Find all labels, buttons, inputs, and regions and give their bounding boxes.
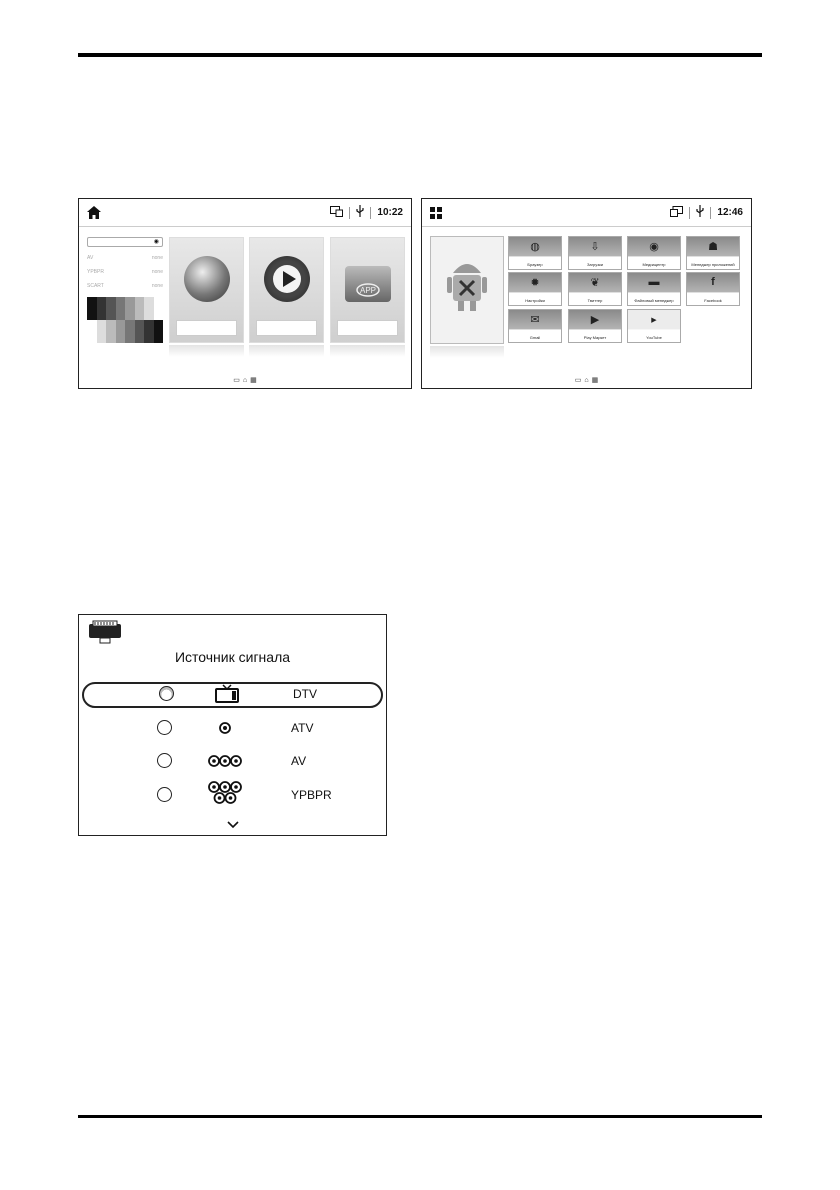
separator xyxy=(710,207,711,219)
nav-bar xyxy=(422,377,751,385)
gmail-icon: ✉ xyxy=(530,314,540,326)
separator xyxy=(689,207,690,219)
preview-grayscale-pattern xyxy=(87,297,163,343)
clock: 12:46 xyxy=(717,207,743,218)
facebook-app-tile[interactable]: f Facebook xyxy=(686,272,740,306)
source-option-ypbpr[interactable]: YPBPR xyxy=(79,783,386,809)
android-icon: ☗ xyxy=(708,241,718,253)
home-icon[interactable]: ⌂ xyxy=(242,377,248,384)
rca-jacks-icon xyxy=(208,754,242,772)
play-icon xyxy=(264,256,310,302)
bottom-rule xyxy=(78,1115,762,1118)
tv-icon xyxy=(215,684,239,708)
status-bar xyxy=(79,199,411,227)
apps-card[interactable] xyxy=(330,237,405,343)
dialog-title: Источник сигнала xyxy=(174,649,291,665)
folder-icon: ▬ xyxy=(648,276,660,288)
radio-button[interactable] xyxy=(157,720,172,735)
gear-icon: ✹ xyxy=(530,277,540,289)
source-option-atv[interactable]: ATV xyxy=(79,716,386,742)
separator xyxy=(349,207,350,219)
mediacenter-app-tile[interactable]: ◉ Медиацентр xyxy=(627,236,681,270)
home-screen-screenshot xyxy=(78,198,412,389)
browser-card[interactable] xyxy=(169,237,244,343)
apps-icon[interactable]: ▦ xyxy=(591,377,599,384)
facebook-icon: f xyxy=(711,276,715,288)
source-row[interactable]: YPBPR none xyxy=(87,269,163,275)
app-bag-icon xyxy=(345,266,391,302)
radio-button[interactable] xyxy=(157,787,172,802)
android-robot-icon xyxy=(431,237,503,337)
home-icon[interactable] xyxy=(87,206,101,224)
source-option-av[interactable]: AV xyxy=(79,749,386,775)
separator xyxy=(370,207,371,219)
tv-icon[interactable]: ▭ xyxy=(233,377,240,384)
media-card[interactable] xyxy=(249,237,324,343)
chevron-down-icon[interactable] xyxy=(227,816,239,834)
media-icon: ◉ xyxy=(649,241,659,253)
radio-button[interactable] xyxy=(157,753,172,768)
play-store-tile[interactable]: ▶ Play Маркет xyxy=(568,309,622,343)
source-icon[interactable] xyxy=(670,206,683,220)
top-rule xyxy=(78,53,762,57)
clock: 10:22 xyxy=(377,207,403,218)
android-settings-tile[interactable] xyxy=(430,236,504,344)
gmail-app-tile[interactable]: ✉ Gmail xyxy=(508,309,562,343)
download-icon: ⇩ xyxy=(590,241,600,253)
twitter-app-tile[interactable]: ❦ Твиттер xyxy=(568,272,622,306)
downloads-app-tile[interactable]: ⇩ Загрузки xyxy=(568,236,622,270)
component-jacks-icon xyxy=(208,781,242,809)
globe-icon: ◍ xyxy=(530,241,540,253)
source-icon[interactable] xyxy=(330,206,343,220)
source-row[interactable]: AV none xyxy=(87,255,163,261)
status-bar xyxy=(422,199,751,227)
settings-app-tile[interactable]: ✹ Настройки xyxy=(508,272,562,306)
file-manager-tile[interactable]: ▬ Файловый менеджер xyxy=(627,272,681,306)
globe-icon xyxy=(184,256,230,302)
input-source-icon xyxy=(88,620,122,651)
youtube-icon: ▶ xyxy=(651,317,657,324)
apps-icon[interactable]: ▦ xyxy=(250,377,257,384)
source-option-dtv[interactable]: DTV xyxy=(82,682,383,708)
apps-screen-screenshot xyxy=(421,198,752,389)
tv-icon[interactable]: ▭ xyxy=(574,377,582,384)
signal-source-dialog xyxy=(78,614,387,836)
source-row[interactable]: SCART none xyxy=(87,283,163,289)
source-sidebar xyxy=(87,237,163,289)
svg-text:APP: APP xyxy=(359,286,377,295)
search-input[interactable] xyxy=(87,237,163,247)
usb-icon xyxy=(696,205,704,220)
youtube-app-tile[interactable]: ▶ YouTube xyxy=(627,309,681,343)
home-icon[interactable]: ⌂ xyxy=(584,377,589,384)
app-manager-tile[interactable]: ☗ Менеджер приложений xyxy=(686,236,740,270)
twitter-icon: ❦ xyxy=(590,277,600,289)
browser-app-tile[interactable]: ◍ Браузер xyxy=(508,236,562,270)
antenna-jack-icon xyxy=(219,721,231,739)
apps-grid-icon[interactable] xyxy=(430,206,442,224)
search-icon: ◉ xyxy=(153,239,159,245)
nav-bar xyxy=(79,377,411,385)
usb-icon xyxy=(356,205,364,220)
play-store-icon: ▶ xyxy=(590,314,600,326)
radio-button[interactable] xyxy=(159,686,174,701)
